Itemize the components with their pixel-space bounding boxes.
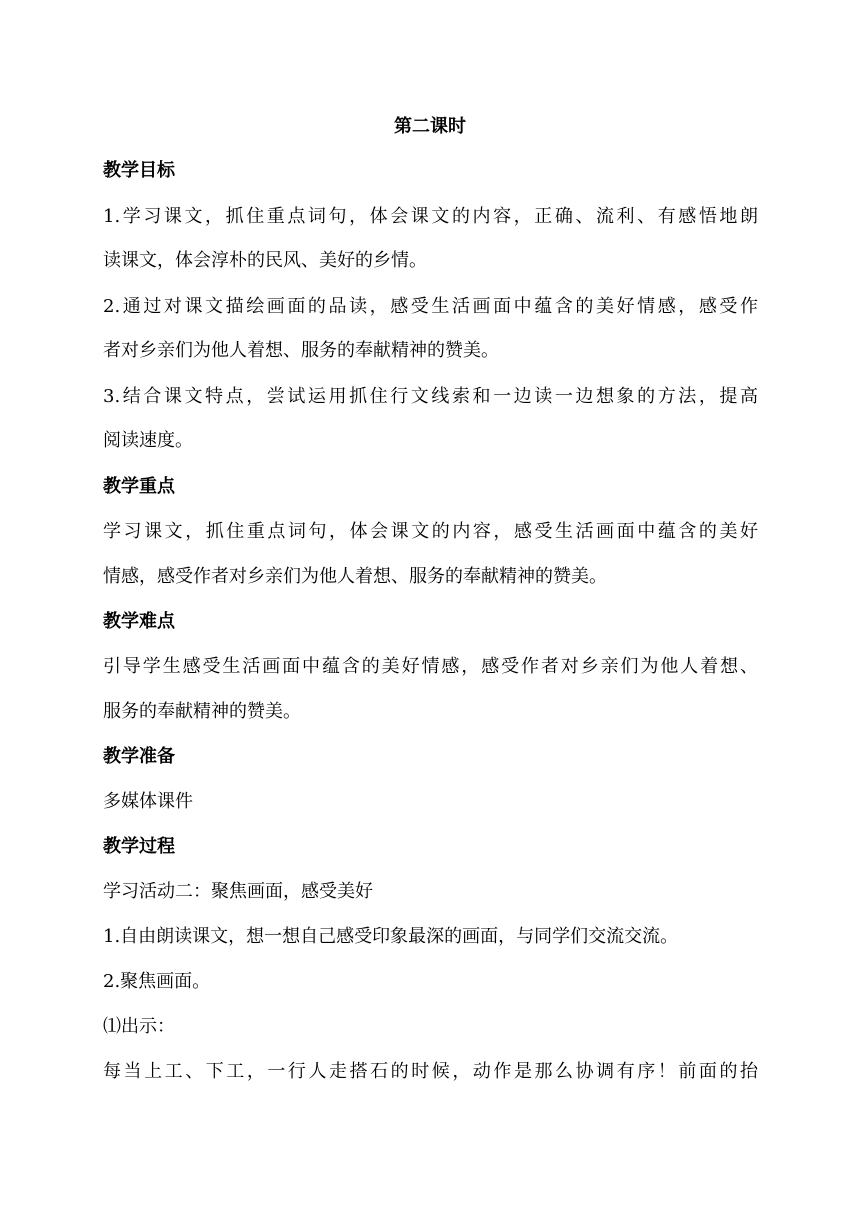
goal-1-line-1: 1.学习课文，抓住重点词句，体会课文的内容，正确、流利、有感悟地朗: [103, 206, 758, 227]
goal-1-line-2: 读课文，体会淳朴的民风、美好的乡情。: [103, 250, 427, 271]
section-heading-preparation: 教学准备: [103, 746, 175, 767]
section-heading-process: 教学过程: [103, 836, 175, 857]
section-heading-key-points: 教学重点: [103, 476, 175, 497]
difficulties-line-1: 引导学生感受生活画面中蕴含的美好情感，感受作者对乡亲们为他人着想、: [103, 656, 758, 677]
section-heading-difficulties: 教学难点: [103, 611, 175, 632]
preparation-text: 多媒体课件: [103, 791, 193, 812]
quoted-passage: 每当上工、下工，一行人走搭石的时候，动作是那么协调有序！前面的抬: [103, 1061, 758, 1082]
process-step-2: 2.聚焦画面。: [103, 971, 211, 992]
section-heading-goals: 教学目标: [103, 160, 175, 181]
page-title: 第二课时: [394, 116, 466, 137]
key-points-line-1: 学习课文，抓住重点词句，体会课文的内容，感受生活画面中蕴含的美好: [103, 521, 758, 542]
process-sub-item-1: ⑴出示：: [103, 1016, 175, 1037]
goal-2-line-1: 2.通过对课文描绘画面的品读，感受生活画面中蕴含的美好情感，感受作: [103, 296, 758, 317]
key-points-line-2: 情感，感受作者对乡亲们为他人着想、服务的奉献精神的赞美。: [103, 566, 607, 587]
activity-title: 学习活动二：聚焦画面，感受美好: [103, 881, 373, 902]
goal-3-line-2: 阅读速度。: [103, 430, 193, 451]
process-step-1: 1.自由朗读课文，想一想自己感受印象最深的画面，与同学们交流交流。: [103, 926, 679, 947]
goal-2-line-2: 者对乡亲们为他人着想、服务的奉献精神的赞美。: [103, 340, 499, 361]
difficulties-line-2: 服务的奉献精神的赞美。: [103, 701, 301, 722]
goal-3-line-1: 3.结合课文特点，尝试运用抓住行文线索和一边读一边想象的方法，提高: [103, 386, 758, 407]
